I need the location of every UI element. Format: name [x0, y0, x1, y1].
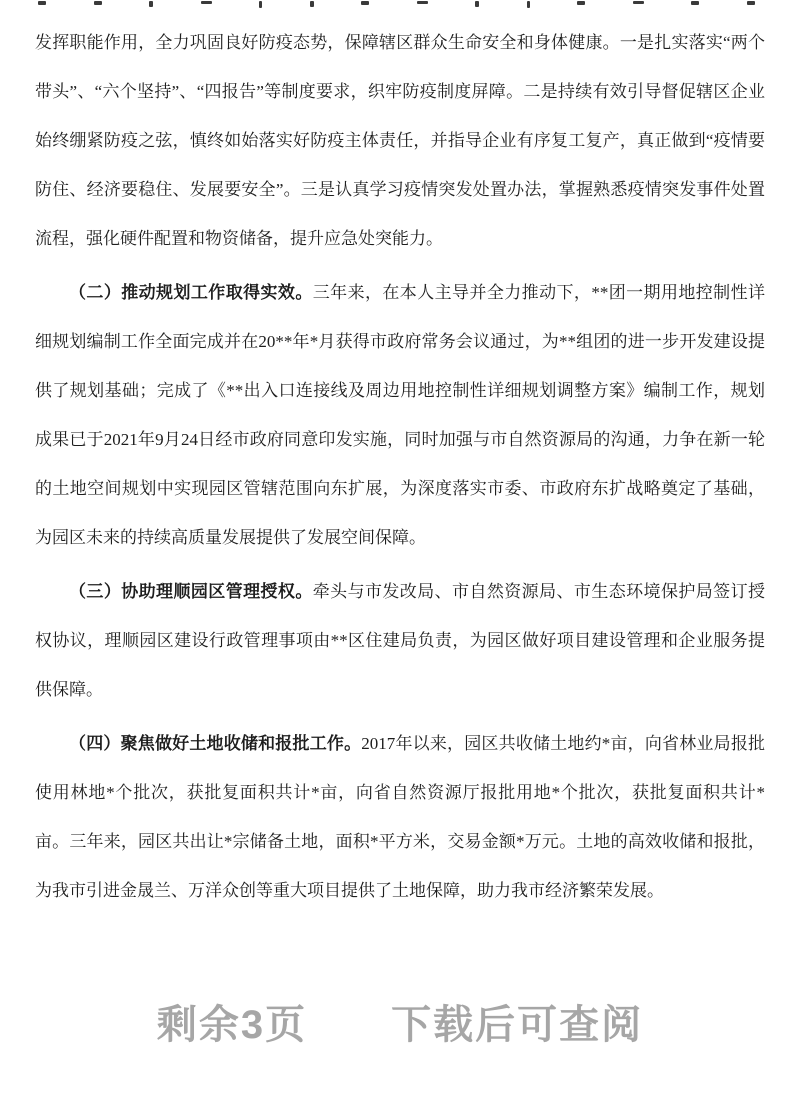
clipped-glyph-fragment	[94, 1, 102, 5]
section-heading: （四）聚焦做好土地收储和报批工作。	[69, 734, 362, 753]
paragraph-continuation	[35, 18, 765, 263]
clipped-glyph-fragment	[361, 1, 369, 5]
section-heading: （二）推动规划工作取得实效。	[69, 283, 313, 302]
document-body	[35, 0, 765, 915]
section-heading: （三）协助理顺园区管理授权。	[69, 582, 313, 601]
paragraph-section-2	[35, 268, 765, 562]
paragraph-text: 三年来，在本人主导并全力推动下，**团一期用地控制性详细规划编制工作全面完成并在20**年*月获得市政府常务会议通过，为**组团的进一步开发建设提供了规划基础；完成了《**出入口连接线及周边用地控制性详细规划调整方案》编制工作，规划成果已于2021年9月24日经市政府同意印发实施，同时加强与市自然资源局的沟通，力争在新一轮的土地空间规划中实现园区管辖范围向东扩展，为深度落实市委、市政府东扩战略奠定了基础，为园区未来的持续高质量发展提供了发展空间保障。	[35, 283, 766, 547]
clipped-glyph-fragment	[149, 1, 153, 7]
paragraph-text: 牵头与市发改局、市自然资源局、市生态环境保护局签订授权协议，理顺园区建设行政管理事项由**区住建局负责，为园区做好项目建设管理和企业服务提供保障。	[35, 582, 766, 699]
clipped-glyph-fragment	[310, 1, 314, 7]
clipped-glyph-fragment	[38, 1, 46, 5]
clipped-text-remnant	[38, 1, 755, 9]
clipped-glyph-fragment	[475, 1, 479, 7]
remaining-pages-watermark: 剩余3页 下载后可查阅	[156, 1003, 644, 1047]
clipped-glyph-fragment	[747, 1, 755, 5]
paragraph-text: 发挥职能作用，全力巩固良好防疫态势，保障辖区群众生命安全和身体健康。一是扎实落实“两个带头”、“六个坚持”、“四报告”等制度要求，织牢防疫制度屏障。二是持续有效引导督促辖区企业始终绷紧防疫之弦，慎终如始落实好防疫主体责任，并指导企业有序复工复产，真正做到“疫情要防住、经济要稳住、发展要安全”。三是认真学习疫情突发处置办法，掌握熟悉疫情突发事件处置流程，强化硬件配置和物资储备，提升应急处突能力。	[35, 33, 765, 248]
clipped-glyph-fragment	[633, 1, 644, 4]
clipped-glyph-fragment	[577, 1, 585, 5]
clipped-glyph-fragment	[259, 1, 262, 8]
clipped-glyph-fragment	[417, 1, 428, 4]
paragraph-section-4	[35, 719, 765, 915]
paragraph-text: 2017年以来，园区共收储土地约*亩，向省林业局报批使用林地*个批次，获批复面积共计*亩，向省自然资源厅报批用地*个批次，获批复面积共计*亩。三年来，园区共出让*宗储备土地，面积*平方米，交易金额*万元。土地的高效收储和报批，为我市引进金晟兰、万洋众创等重大项目提供了土地保障，助力我市经济繁荣发展。	[35, 734, 766, 900]
paragraph-section-3	[35, 567, 765, 714]
clipped-glyph-fragment	[527, 1, 530, 8]
clipped-glyph-fragment	[691, 1, 699, 5]
clipped-glyph-fragment	[201, 1, 212, 4]
